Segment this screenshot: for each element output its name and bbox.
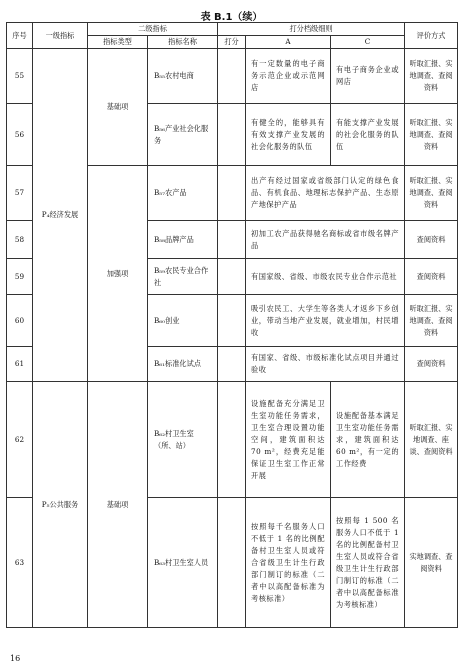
grade-a-text: 设施配备充分满足卫生室功能任务需求，卫生室合理设置功能空间，建筑面积达 70 m²，经费充足能保证卫生室工作正常开展 (246, 382, 331, 498)
score-cell (218, 104, 246, 166)
header-level2-type: 指标类型 (88, 36, 148, 49)
row-number: 56 (7, 104, 33, 166)
grade-c-text: 设施配备基本满足卫生室功能任务需求，建筑面积达 60 m²，有一定的工作经费 (331, 382, 405, 498)
evaluation-method: 查阅资料 (405, 221, 458, 259)
score-cell (218, 295, 246, 347)
score-cell (218, 49, 246, 104)
grade-a-text: 有一定数量的电子商务示范企业或示范网店 (246, 49, 331, 104)
evaluation-method: 听取汇报、实地调查、查阅资料 (405, 295, 458, 347)
score-cell (218, 221, 246, 259)
indicator-name: B₅₆产业社会化服务 (148, 104, 218, 166)
grade-ac-text: 有国家级、省级、市级农民专业合作示范社 (246, 259, 405, 295)
grade-a-text: 有健全的，能够具有有效支撑产业发展的社会化服务的队伍 (246, 104, 331, 166)
type-bonus: 加强项 (88, 166, 148, 382)
table-row (7, 382, 458, 498)
header-grade-c: C (331, 36, 405, 49)
header-score: 打分 (218, 36, 246, 49)
evaluation-method: 听取汇报、实地调查、查阅资料 (405, 49, 458, 104)
grade-ac-text: 出产有经过国家或省级部门认定的绿色食品、有机食品、地理标志保护产品、生态原产地保护产品 (246, 166, 405, 221)
indicator-name: B₆₁标准化试点 (148, 347, 218, 382)
row-number: 60 (7, 295, 33, 347)
score-cell (218, 259, 246, 295)
indicator-name: B₆₃村卫生室人员 (148, 498, 218, 628)
header-level2: 二级指标 (88, 23, 218, 36)
indicator-table (6, 22, 458, 628)
grade-ac-text: 吸引农民工、大学生等各类人才返乡下乡创业，带动当地产业发展，就业增加，村民增收 (246, 295, 405, 347)
header-grade-a: A (246, 36, 331, 49)
grade-a-text: 按照每千名服务人口不低于 1 名的比例配备村卫生室人员或符合省级卫生计生行政部门制订的标准（二者中以高配备标准为考核标准） (246, 498, 331, 628)
table-caption: 表 B.1（续） (200, 12, 263, 23)
score-cell (218, 166, 246, 221)
evaluation-method: 查阅资料 (405, 259, 458, 295)
header-level1: 一级指标 (33, 23, 88, 49)
row-number: 57 (7, 166, 33, 221)
header-seq: 序号 (7, 23, 33, 49)
header-scoring: 打分档级细则 (218, 23, 405, 36)
evaluation-method: 查阅资料 (405, 347, 458, 382)
row-number: 62 (7, 382, 33, 498)
row-number: 61 (7, 347, 33, 382)
level1-p5: P₅公共服务 (33, 382, 88, 628)
type-basic: 基础项 (88, 382, 148, 628)
grade-c-text: 有能支撑产业发展的社会化服务的队伍 (331, 104, 405, 166)
evaluation-method: 听取汇报、实地调查、查阅资料 (405, 166, 458, 221)
row-number: 55 (7, 49, 33, 104)
grade-c-text: 按照每 1 500 名服务人口不低于 1 名的比例配备村卫生室人员或符合省级卫生计生行政部门制订的标准（二者中以高配备标准为考核标准） (331, 498, 405, 628)
indicator-name: B₅₅农村电商 (148, 49, 218, 104)
evaluation-method: 听取汇报、实地调查、查阅资料 (405, 104, 458, 166)
header-method: 评价方式 (405, 23, 458, 49)
evaluation-method: 听取汇报、实地调查、座谈、查阅资料 (405, 382, 458, 498)
indicator-name: B₆₀创业 (148, 295, 218, 347)
indicator-name: B₆₂村卫生室（所、站） (148, 382, 218, 498)
grade-ac-text: 初加工农产品获得驰名商标或省市级名牌产品 (246, 221, 405, 259)
grade-c-text: 有电子商务企业或网店 (331, 49, 405, 104)
score-cell (218, 347, 246, 382)
row-number: 59 (7, 259, 33, 295)
row-number: 63 (7, 498, 33, 628)
header-level2-name: 指标名称 (148, 36, 218, 49)
indicator-name: B₅₉农民专业合作社 (148, 259, 218, 295)
type-basic: 基础项 (88, 49, 148, 166)
row-number: 58 (7, 221, 33, 259)
indicator-name: B₅₈品牌产品 (148, 221, 218, 259)
score-cell (218, 498, 246, 628)
indicator-name: B₅₇农产品 (148, 166, 218, 221)
page-number: 16 (10, 654, 21, 663)
evaluation-method: 实地调查、查阅资料 (405, 498, 458, 628)
table-row (7, 49, 458, 104)
level1-p4: P₄经济发展 (33, 49, 88, 382)
score-cell (218, 382, 246, 498)
grade-ac-text: 有国家、省级、市级标准化试点项目并通过验收 (246, 347, 405, 382)
